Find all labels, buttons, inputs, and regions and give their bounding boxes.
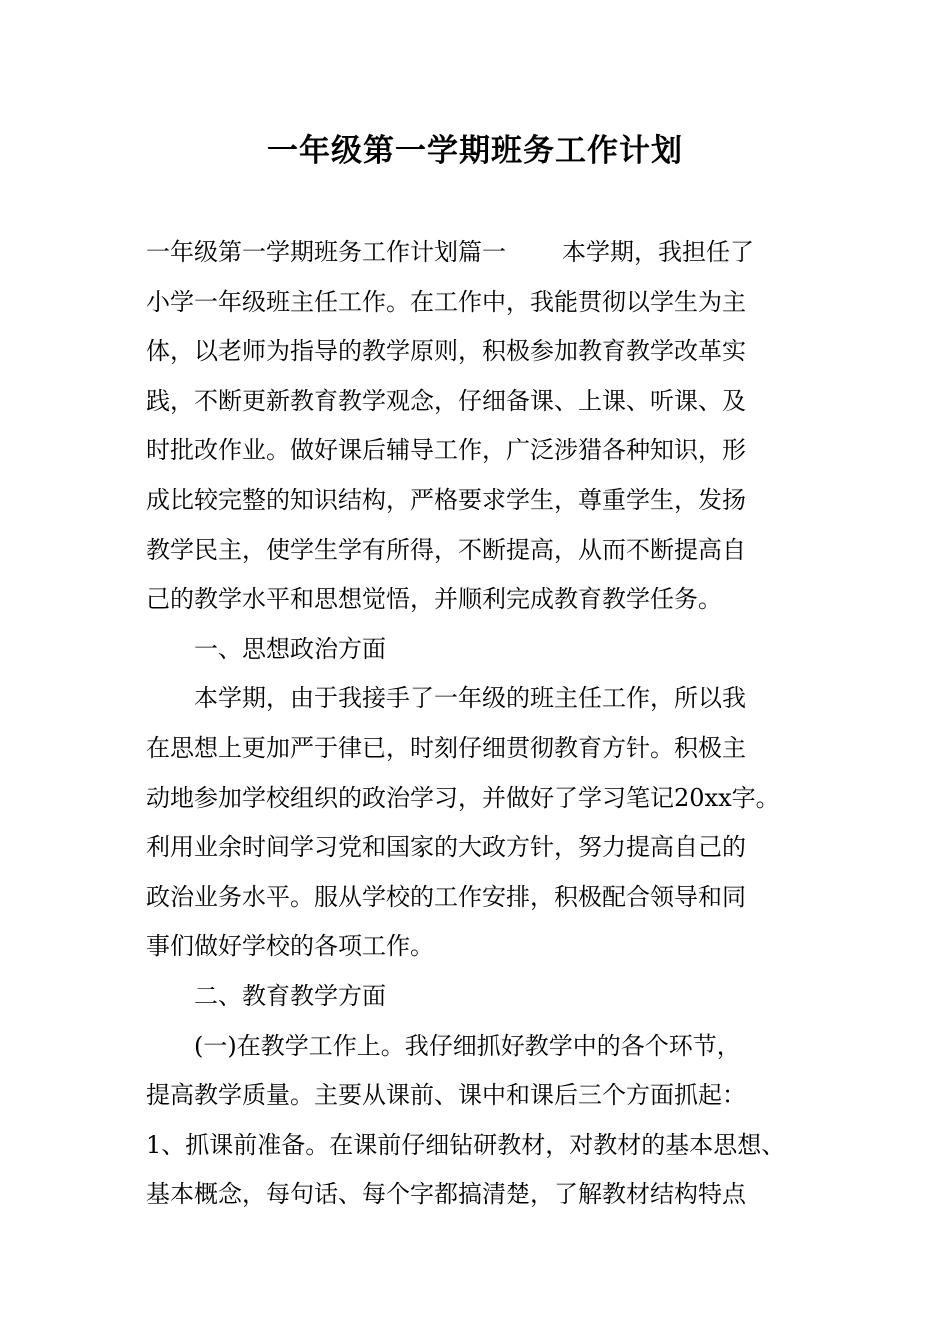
text-line: 政治业务水平。服从学校的工作安排，积极配合领导和同	[146, 882, 746, 911]
document-body	[146, 228, 836, 1220]
text-line: (一)在教学工作上。我仔细抓好教学中的各个环节，	[194, 1031, 741, 1060]
text-line: 时批改作业。做好课后辅导工作，广泛涉猎各种知识，形	[146, 436, 746, 465]
text-line: 体，以老师为指导的教学原则，积极参加教育教学改革实	[146, 337, 746, 366]
text-line: 利用业余时间学习党和国家的大政方针，努力提高自己的	[146, 833, 746, 862]
text-line: 成比较完整的知识结构，严格要求学生，尊重学生，发扬	[146, 485, 746, 514]
text-line: 践，不断更新教育教学观念，仔细备课、上课、听课、及	[146, 386, 746, 415]
text-line: 教学民主，使学生学有所得，不断提高，从而不断提高自	[146, 535, 746, 564]
section-heading-text: 一年级第一学期班务工作计划篇一	[146, 238, 506, 266]
text-line: 动地参加学校组织的政治学习，并做好了学习笔记20xx字。	[146, 783, 780, 812]
text-line	[146, 228, 836, 278]
text-line: 己的教学水平和思想觉悟，并顺利完成教育教学任务。	[146, 585, 722, 614]
text-line: 在思想上更加严于律已，时刻仔细贯彻教育方针。积极主	[146, 733, 746, 762]
text-line: 事们做好学校的各项工作。	[146, 932, 434, 961]
section-heading: 一、思想政治方面	[194, 634, 386, 663]
section-heading: 二、教育教学方面	[194, 981, 386, 1010]
text-line: 本学期，由于我接手了一年级的班主任工作，所以我	[194, 684, 746, 713]
document-title: 一年级第一学期班务工作计划	[267, 133, 683, 169]
text-line: 提高教学质量。主要从课前、课中和课后三个方面抓起：	[146, 1081, 746, 1110]
text-line: 1、抓课前准备。在课前仔细钻研教材，对教材的基本思想、	[146, 1130, 786, 1159]
paragraph-text: 本学期，我担任了	[562, 238, 754, 266]
text-line: 基本概念，每句话、每个字都搞清楚，了解教材结构特点	[146, 1180, 746, 1209]
text-line: 小学一年级班主任工作。在工作中，我能贯彻以学生为主	[146, 287, 746, 316]
